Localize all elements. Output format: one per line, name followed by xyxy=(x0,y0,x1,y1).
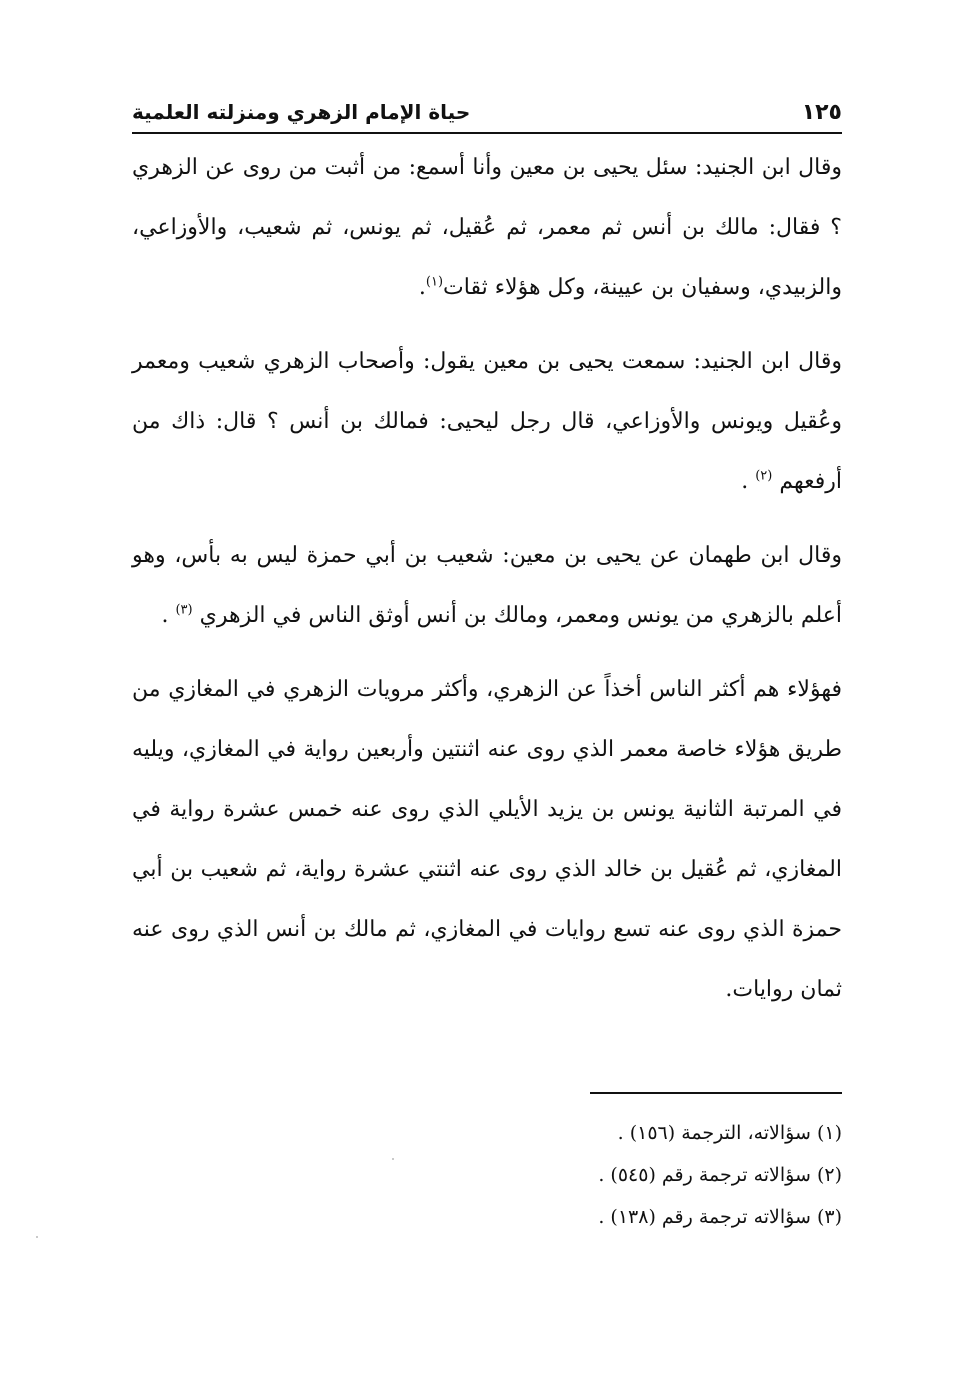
footnote-1: (١) سؤالاته، الترجمة (١٥٦) . xyxy=(617,1122,842,1144)
scan-speck xyxy=(392,1158,394,1160)
paragraph-3 xyxy=(132,526,842,646)
footnote-marker: (٢) xyxy=(755,468,773,484)
paragraph-end: . xyxy=(418,275,426,300)
footnote-2: (٢) سؤالاته ترجمة رقم (٥٤٥) . xyxy=(598,1164,842,1186)
footnote-marker: (٣) xyxy=(175,602,193,618)
footnote-separator xyxy=(590,1092,842,1094)
scan-speck xyxy=(36,1236,38,1238)
main-text xyxy=(132,138,842,1034)
paragraph-text: وقال ابن الجنيد: سئل يحيى بن معين وأنا أسمع: من أثبت من روى عن الزهري ؟ فقال: مالك بن أنس ثم معمر، ثم عُقيل، ثم يونس، ثم شعيب، والأوزاعي، والزبيدي، وسفيان بن عيينة، وكل هؤلاء ثقات xyxy=(132,155,842,300)
footnote-marker: (١) xyxy=(425,274,444,290)
footnotes xyxy=(132,1112,842,1238)
footnote-3: (٣) سؤالاته ترجمة رقم (١٣٨) . xyxy=(598,1206,842,1228)
page-number: ١٢٥ xyxy=(801,99,842,125)
paragraph-2 xyxy=(132,332,842,512)
paragraph-end: . xyxy=(161,603,176,628)
paragraph-4 xyxy=(132,660,842,1020)
paragraph-text: وقال ابن طهمان عن يحيى بن معين: شعيب بن أبي حمزة ليس به بأس، وهو أعلم بالزهري من يونس ومعمر، ومالك بن أنس أوثق الناس في الزهري xyxy=(132,543,842,628)
running-title: حياة الإمام الزهري ومنزلته العلمية xyxy=(132,100,471,124)
paragraph-end: . xyxy=(741,469,756,494)
running-header xyxy=(132,92,842,134)
paragraph-text: فهؤلاء هم أكثر الناس أخذاً عن الزهري، وأكثر مرويات الزهري في المغازي من طريق هؤلاء خاصة معمر الذي روى عنه اثنتين وأربعين رواية في المغازي، ويليه في المرتبة الثانية يونس بن يزيد الأيلي الذي روى عنه خمس عشرة رواية في المغازي، ثم عُقيل بن خالد الذي روى عنه اثنتي عشرة رواية، ثم شعيب بن أبي حمزة الذي روى عنه تسع روايات في المغازي، ثم مالك بن أنس الذي روى عنه ثمان روايات. xyxy=(132,677,842,1002)
paragraph-1 xyxy=(132,138,842,318)
paragraph-text: وقال ابن الجنيد: سمعت يحيى بن معين يقول: وأصحاب الزهري شعيب ومعمر وعُقيل ويونس والأوزاعي، قال رجل ليحيى: فمالك بن أنس ؟ قال: ذاك من أرفعهم xyxy=(132,349,842,494)
